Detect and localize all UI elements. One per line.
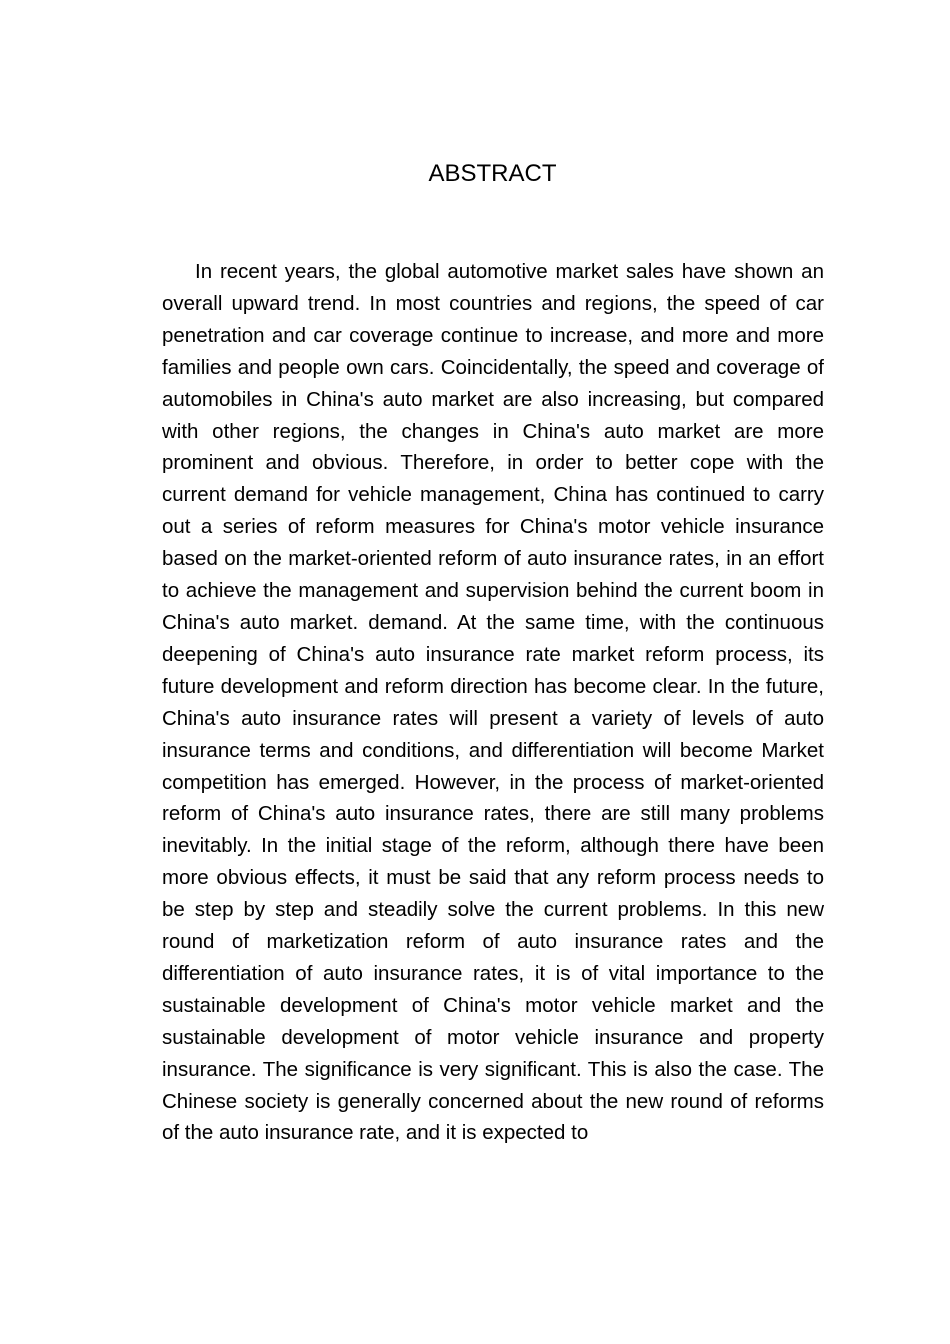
abstract-body-paragraph: In recent years, the global automotive market sales have shown an overall upward trend. In most countries and regions, the speed of car penetration and car coverage continue to increase, and more and more families and people own cars. Coincidentally, the speed and coverage of automobiles in China's auto market are also increasing, but compared with other regions, the changes in China's auto market are more prominent and obvious. Therefore, in order to better cope with the current demand for vehicle management, China has continued to carry out a series of reform measures for China's motor vehicle insurance based on the market-oriented reform of auto insurance rates, in an effort to achieve the management and supervision behind the current boom in China's auto market. demand. At the same time, with the continuous deepening of China's auto insurance rate market reform process, its future development and reform direction has become clear. In the future, China's auto insurance rates will present a variety of levels of auto insurance terms and conditions, and differentiation will become Market competition has emerged. However, in the process of market-oriented reform of China's auto insurance rates, there are still many problems inevitably. In the initial stage of the reform, although there have been more obvious effects, it must be said that any reform process needs to be step by step and steadily solve the current problems. In this new round of marketization reform of auto insurance rates and the differentiation of auto insurance rates, it is of vital importance to the sustainable development of China's motor vehicle market and the sustainable development of motor vehicle insurance and property insurance. The significance is very significant. This is also the case. The Chinese society is generally concerned about the new round of reforms of the auto insurance rate, and it is expected to: [162, 260, 824, 1145]
abstract-heading: ABSTRACT: [428, 160, 557, 187]
